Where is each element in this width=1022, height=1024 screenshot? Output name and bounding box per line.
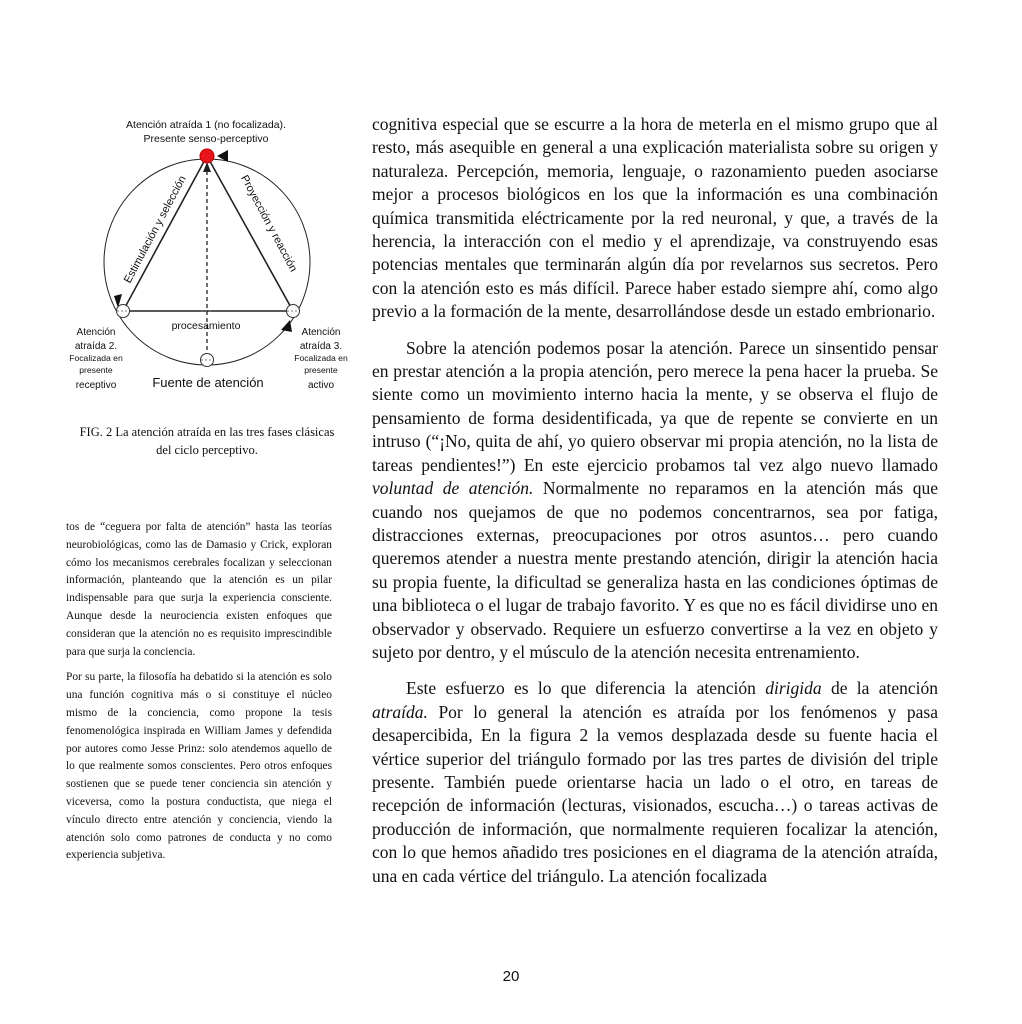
caption-line2: del ciclo perceptivo.	[156, 443, 258, 457]
left-vertex-line2: atraída 2.	[74, 341, 118, 352]
top-label-line2: Presente senso-perceptivo	[143, 133, 269, 145]
right-vertex-line1: Atención	[301, 327, 341, 338]
right-paragraph-3	[372, 677, 938, 888]
bottom-edge-label: procesamiento	[171, 320, 241, 332]
left-edge-label: Estimulación y selección	[121, 173, 189, 286]
p2-text-b: Normalmente no reparamos en la atención más que cuando nos quejamos de que no podemos concentrarnos, sea por fatiga, distracciones externas, preocupaciones por otros asuntos… pero cuando queremos atender a nuestra mente prestando atención, dirigir la atención hacia su propia fuente, la dificultad se generaliza hasta en las condiciones óptimas de una biblioteca o el lugar de trabajo favorito. Y es que no es fácil dividirse uno en observador y observado. Requiere un esfuerzo convertirse a la vez en objeto y sujeto por dentro, y el músculo de la atención necesita entrenamiento.	[372, 478, 938, 662]
top-vertex-dot	[200, 149, 214, 163]
left-vertex-line5: receptivo	[75, 380, 117, 391]
p3-text-c: Por lo general la atención es atraída por los fenómenos y pasa desapercibida, En la figura 2 la vemos desplazada desde su fuente hacia el vértice superior del triángulo formado por las tres partes de división del triple presente. También puede orientarse hacia un lado o el otro, en tareas de recepción de información (lecturas, visionados, escucha…) o tareas activas de producción de información, que normalmente requieren focalizar la atención, con lo que hemos añadido tres posiciones en el diagrama de la atención atraída, una en cada vértice del triángulo. La atención focalizada	[372, 701, 938, 886]
p2-text-a: Sobre la atención podemos posar la atención. Parece un sinsentido pensar en prestar atención a la propia atención, pero merece la pena hacer la prueba. Se siente como un movimiento interno hacia la mente, y se observa el flujo de pensamiento de forma desidentificada, ya que de repente se convierte en un intruso (“¡No, quita de ahí, yo quiero observar mi propia atención, no la lista de tareas pendientes!”) En este ejercicio probamos tal vez algo nuevo llamado	[372, 337, 938, 475]
right-vertex-line2: atraída 3.	[299, 341, 343, 352]
p3-text-a: Este esfuerzo es lo que diferencia la atención	[406, 678, 766, 699]
right-paragraph-1: cognitiva especial que se escurre a la hora de meterla en el mismo grupo que al resto, más asequible en general a una explicación materialista sobre su origen y naturaleza. Percepción, memoria, lenguaje, o razonamiento pueden asociarse mejor a procesos biológicos en los que la información es una combinación química transmitida eléctricamente por la red neuronal, y que, a través de la herencia, la interacción con el medio y el aprendizaje, va construyendo esas potencias mentales que terminarán algún día por revelarnos sus secretos. Pero con la atención esto es más difícil. Parece haber estado siempre ahí, como algo previo a la formación de la mente, desarrollándose desde un estado embrionario.	[372, 114, 938, 322]
caption-line1: FIG. 2 La atención atraída en las tres fases clásicas	[79, 425, 335, 439]
left-vertex-line4: presente	[79, 365, 113, 375]
right-vertex-line3: Focalizada en	[294, 353, 348, 363]
source-label: Fuente de atención	[152, 375, 264, 390]
top-label-line1: Atención atraída 1 (no focalizada).	[126, 119, 286, 131]
p2-emphasis: voluntad de atención.	[372, 478, 534, 499]
right-edge-label: Proyección y reacción	[238, 173, 300, 274]
left-paragraph-2: Por su parte, la filosofía ha debatido si la atención es solo una función cognitiva más o si constituye el núcleo mismo de la conciencia, como propone la tesis fenomenológica inspirada en William James y defendida por autores como Jesse Prinz: solo atendemos aquello de lo que realmente somos conscientes. Pero otros enfoques sostienen que se puede tener conciencia sin atención y viceversa, como la postura conductista, que niega el vínculo directo entre atención y conciencia, viendo la atención solo como patrones de conducta y no como experiencia subjetiva.	[66, 671, 332, 862]
right-paragraph-2	[372, 337, 938, 665]
left-column	[66, 519, 332, 873]
right-vertex-line4: presente	[304, 365, 338, 375]
attention-cycle-diagram	[60, 112, 360, 402]
p3-emphasis-dirigida: dirigida	[765, 678, 822, 699]
page-number: 20	[502, 968, 520, 985]
p3-text-b: de la atención	[821, 678, 938, 699]
left-vertex-line3: Focalizada en	[69, 353, 123, 363]
p3-emphasis-atraida: atraída.	[372, 701, 428, 722]
right-column	[372, 113, 938, 888]
figure-caption	[62, 423, 352, 459]
right-vertex-line5: activo	[307, 380, 335, 391]
attention-cycle-svg	[60, 112, 360, 402]
left-paragraph-1: tos de “ceguera por falta de atención” hasta las teorías neurobiológicas, como las de Damasio y Crick, exploran cómo los mecanismos cerebrales focalizan y seleccionan información, planteando que la atención es un pilar indispensable para que surja la experiencia consciente. Aunque desde la neurociencia existen enfoques que consideran que la atención no es requisito imprescindible para que surja la conciencia.	[66, 521, 332, 658]
left-vertex-line1: Atención	[76, 327, 116, 338]
